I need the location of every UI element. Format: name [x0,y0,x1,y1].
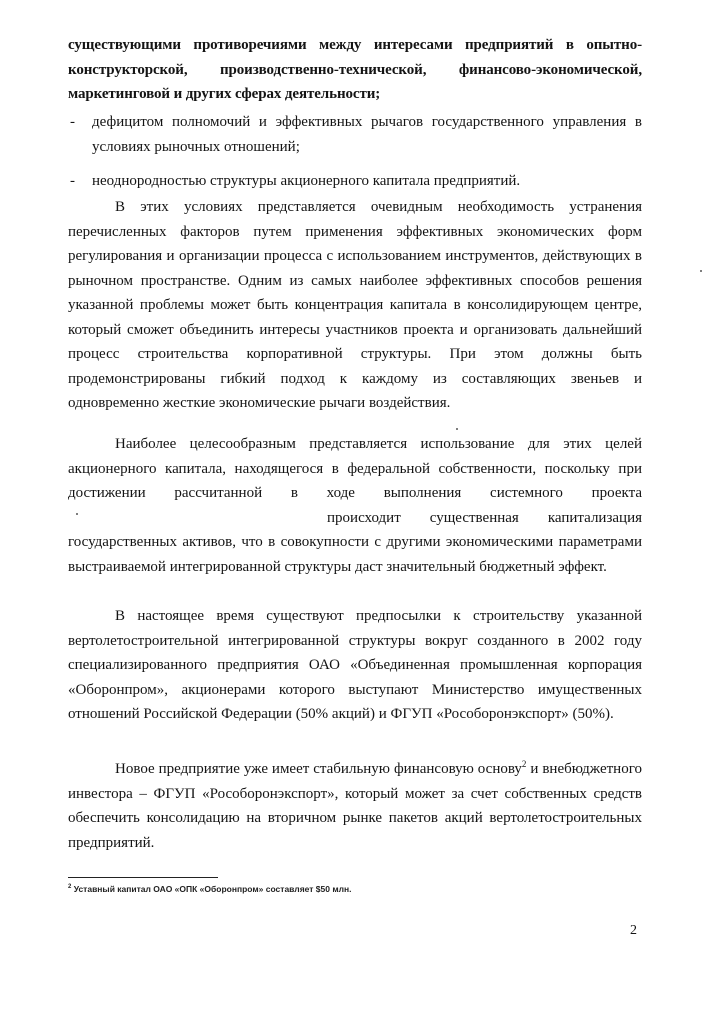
scan-speck [76,513,78,515]
footnote-text: Уставный капитал ОАО «ОПК «Оборонпром» составляет $50 млн. [71,884,352,894]
bullet-text: дефицитом полномочий и эффективных рычагов государственного управления в условиях рыночных отношений; [92,114,642,155]
paragraph-text: Новое предприятие уже имеет стабильную финансовую основу [115,761,522,777]
lead-paragraph: существующими противоречиями между интересами предприятий в опытно-конструкторской, производственно-технической, финансово-экономической, маркетинговой и других сферах деятельности; [68,37,642,102]
footnote-marker: 2 [68,884,72,891]
paragraph-text: происходит существенная капитализация государственных активов, что в совокупности с другими экономическими параметрами выстраиваемой интегрированной структуры даст значительный бюджетный эффект. [68,509,642,575]
footnote-divider [68,877,218,878]
paragraph [68,432,642,579]
bullet-list [68,110,642,204]
bullet-marker: - [70,114,75,130]
paragraph: В этих условиях представляется очевидным необходимость устранения перечисленных факторов путем применения эффективных экономических форм регулирования и организации процесса с использованием инструментов, действующих в рыночном пространстве. Одним из самых наиболее эффективных способов решения указанной проблемы может быть концентрация капитала в консолидирующем центре, который сможет объединить интересы участников проекта и организовать дальнейший процесс строительства корпоративной структуры. При этом должны быть продемонстрированы гибкий подход к каждому из составляющих звеньев и одновременно жесткие экономические рычаги воздействия. [68,199,642,411]
footnote-reference: 2 [521,759,527,769]
bullet-text: неоднородностью структуры акционерного капитала предприятий. [92,173,521,189]
footnote [68,884,568,894]
paragraph-text: и внебюджетного инвестора – ФГУП «Рособоронэкспорт», который может за счет собственных средств обеспечить консолидацию на вторичном рынке пакетов акций вертолетостроительных предприятий. [68,761,642,851]
list-item [68,169,642,194]
scan-speck [700,270,702,272]
bullet-marker: - [70,173,75,189]
list-item [68,110,642,159]
paragraph: В настоящее время существуют предпосылки к строительству указанной вертолетостроительной интегрированной структуры вокруг созданного в 2002 году специализированного предприятия ОАО «Объединенная промышленная корпорация «Оборонпром», акционерами которого выступают Министерство имущественных отношений Российской Федерации (50% акций) и ФГУП «Рособоронэкспорт» (50%). [68,608,642,722]
paragraph [68,757,642,855]
page-number: 2 [630,923,637,938]
scan-speck [456,428,458,430]
paragraph-text: Наиболее целесообразным представляется использование для этих целей акционерного капитала, находящегося в федеральной собственности, поскольку при достижении рассчитанной в ходе выполнения системного проекта [68,436,642,501]
